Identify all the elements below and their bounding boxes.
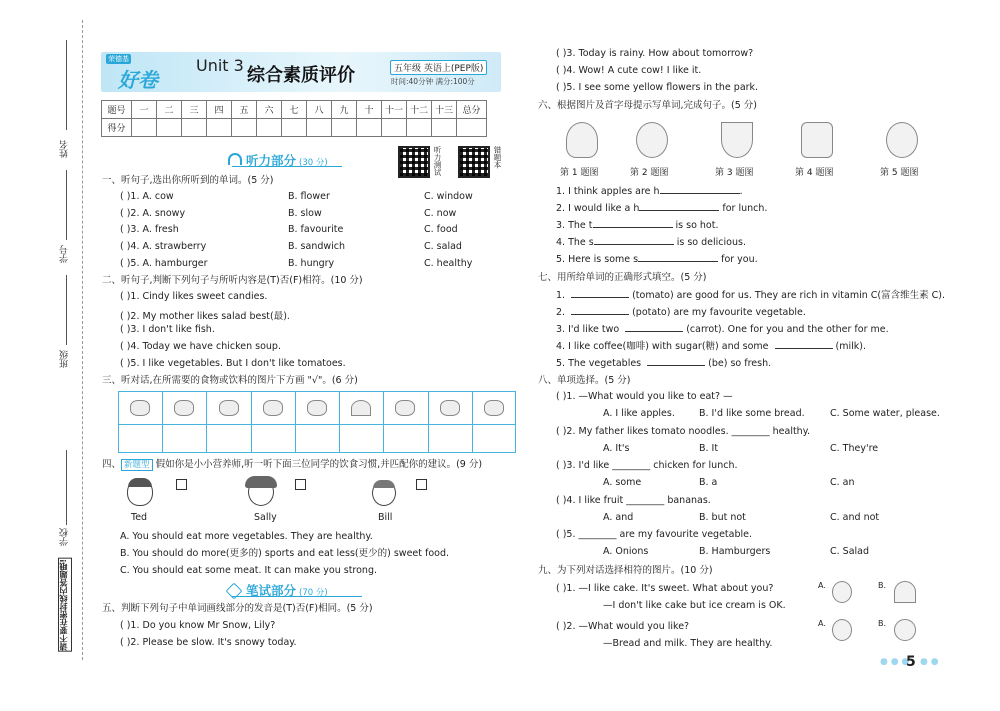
ice-cream-icon bbox=[351, 400, 371, 416]
s6-item bbox=[556, 184, 743, 198]
name-line bbox=[66, 40, 67, 130]
s7-answer-blank[interactable] bbox=[775, 339, 833, 349]
s1-item-c: C. food bbox=[424, 224, 458, 236]
s9-line1: ( )1. —I like cake. It's sweet. What about you? bbox=[556, 583, 774, 594]
score-input-cell[interactable] bbox=[157, 119, 182, 137]
s6-item bbox=[556, 218, 719, 232]
sandwich-picture bbox=[801, 122, 833, 158]
s7-title: 七、用所给单词的正确形式填空。(5 分) bbox=[538, 272, 707, 283]
s6-item bbox=[556, 201, 767, 215]
lollipop-picture[interactable] bbox=[832, 581, 852, 603]
food-cell-divider bbox=[206, 391, 207, 453]
s6-item-pre: 2. I would like a h bbox=[556, 203, 640, 214]
s6-item bbox=[556, 235, 746, 249]
score-header-cell: 十一 bbox=[382, 101, 407, 119]
s8-option-b: B. I'd like some bread. bbox=[699, 408, 805, 419]
school-line bbox=[66, 450, 67, 525]
s1-item-b: B. hungry bbox=[288, 257, 335, 269]
listening-header-score: (30 分) bbox=[299, 158, 328, 168]
s1-item-c: C. now bbox=[424, 207, 457, 219]
ted-hair bbox=[128, 478, 152, 487]
page-number-dots-left: ● ● ● bbox=[880, 657, 910, 667]
s8-option-b: B. a bbox=[699, 477, 718, 488]
s9-label-b: B. bbox=[878, 619, 887, 628]
s7-item-pre: 2. bbox=[556, 307, 566, 318]
bill-hair bbox=[373, 480, 395, 488]
food-check-cell[interactable] bbox=[430, 426, 470, 451]
score-header-cell: 七 bbox=[282, 101, 307, 119]
food-cell-divider bbox=[472, 391, 473, 453]
s9-line2: —I don't like cake but ice cream is OK. bbox=[603, 600, 786, 611]
brand-logo: 好卷 bbox=[118, 68, 158, 92]
score-header-cell: 三 bbox=[182, 101, 207, 119]
s2-title: 二、听句子,判断下列句子与所听内容是(T)否(F)相符。(10 分) bbox=[102, 275, 363, 286]
kid-sally-name: Sally bbox=[254, 512, 277, 523]
chicken-icon bbox=[484, 400, 504, 416]
s7-item bbox=[556, 322, 889, 336]
s5-item: ( )1. Do you know Mr Snow, Lily? bbox=[120, 620, 276, 631]
salad-icon bbox=[440, 400, 460, 416]
s9-title: 九、为下列对话选择相符的图片。(10 分) bbox=[538, 565, 713, 576]
food-cell-divider bbox=[295, 391, 296, 453]
listening-header-underline bbox=[232, 166, 342, 167]
food-check-cell[interactable] bbox=[120, 426, 160, 451]
sally-hair bbox=[245, 476, 277, 488]
food-check-cell[interactable] bbox=[164, 426, 204, 451]
s7-item-post: (milk). bbox=[832, 341, 867, 352]
s6-item-post: for lunch. bbox=[719, 203, 768, 214]
s8-option-a: A. Onions bbox=[603, 546, 649, 557]
s7-item-post: (tomato) are good for us. They are rich in vitamin C(富含维生素 C). bbox=[629, 290, 946, 301]
food-check-cell[interactable] bbox=[474, 426, 514, 451]
s8-question: ( )3. I'd like ________ chicken for lunch. bbox=[556, 460, 738, 471]
s2-item: ( )2. My mother likes salad best(最). bbox=[120, 310, 290, 322]
ted-answer-box[interactable] bbox=[176, 479, 187, 490]
noodles-icon bbox=[395, 400, 415, 416]
s9-label-a: A. bbox=[818, 581, 826, 590]
s6-answer-blank[interactable] bbox=[660, 184, 740, 194]
seal-notice: 请不要在密封线内答题哦! bbox=[58, 558, 72, 652]
s1-item-a: ( )1. A. cow bbox=[120, 191, 174, 202]
s1-item-a: ( )2. A. snowy bbox=[120, 207, 186, 219]
girl-hot-icon bbox=[566, 122, 598, 158]
score-header-cell: 五 bbox=[232, 101, 257, 119]
kid-ted-name: Ted bbox=[131, 512, 148, 523]
s6-answer-blank[interactable] bbox=[638, 252, 718, 262]
s7-item-pre: 5. The vegetables bbox=[556, 358, 642, 369]
s6-answer-blank[interactable] bbox=[593, 218, 673, 228]
s7-item-post: (carrot). One for you and the other for me. bbox=[683, 324, 889, 335]
s4-title: 假如你是小小营养师,听一听下面三位同学的饮食习惯,并匹配你的建议。(9 分) bbox=[155, 459, 483, 470]
score-header-cell: 八 bbox=[307, 101, 332, 119]
s6-pic-label: 第 4 题图 bbox=[795, 168, 834, 178]
s4-option-a: A. You should eat more vegetables. They are healthy. bbox=[120, 531, 373, 542]
score-input-cell[interactable] bbox=[382, 119, 407, 137]
score-header-cell: 二 bbox=[157, 101, 182, 119]
food-row-divider bbox=[118, 424, 516, 425]
s7-item-pre: 1. bbox=[556, 290, 566, 301]
score-input-cell[interactable] bbox=[132, 119, 157, 137]
s6-pic-label: 第 3 题图 bbox=[715, 168, 754, 178]
s7-item bbox=[556, 288, 945, 302]
s6-item-post: is so hot. bbox=[672, 220, 719, 231]
score-header-cell: 十 bbox=[357, 101, 382, 119]
s7-answer-blank[interactable] bbox=[571, 288, 629, 298]
score-header-cell: 总分 bbox=[457, 101, 487, 119]
s2-item: ( )3. I don't like fish. bbox=[120, 324, 215, 336]
s1-item-b: B. sandwich bbox=[288, 241, 346, 253]
s6-title: 六、根据图片及首字母提示写单词,完成句子。(5 分) bbox=[538, 100, 757, 111]
page-number-dots-right: ● ● bbox=[920, 657, 939, 667]
new-type-tag: 新题型 bbox=[121, 459, 153, 471]
egg-plate-picture[interactable] bbox=[894, 619, 916, 641]
written-header-text: 笔试部分 bbox=[246, 583, 297, 598]
s6-pic-label: 第 5 题图 bbox=[880, 168, 919, 178]
s9-label-b: B. bbox=[878, 581, 887, 590]
s7-answer-blank[interactable] bbox=[625, 322, 683, 332]
s7-item-post: (potato) are my favourite vegetable. bbox=[629, 307, 806, 318]
s1-title: 一、听句子,选出你所听到的单词。(5 分) bbox=[102, 175, 274, 186]
bill-answer-box[interactable] bbox=[416, 479, 427, 490]
binding-strip bbox=[58, 20, 88, 660]
s2-item: ( )1. Cindy likes sweet candies. bbox=[120, 291, 268, 302]
pizza-icon bbox=[307, 400, 327, 416]
score-header-cell: 四 bbox=[207, 101, 232, 119]
time-info: 时间:40分钟 满分:100分 bbox=[391, 77, 475, 86]
s8-question: ( )5. ________ are my favourite vegetable. bbox=[556, 529, 752, 540]
s8-option-b: B. It bbox=[699, 442, 719, 454]
s6-answer-blank[interactable] bbox=[639, 201, 719, 211]
class-line bbox=[66, 275, 67, 345]
s9-line1: ( )2. —What would you like? bbox=[556, 621, 690, 632]
s7-item-post: (be) so fresh. bbox=[705, 358, 772, 369]
qr-code-mistakes[interactable] bbox=[458, 146, 490, 178]
score-header-cell: 十三 bbox=[432, 101, 457, 119]
s6-pic-label: 第 1 题图 bbox=[560, 168, 599, 178]
s8-option-b: B. but not bbox=[699, 511, 746, 523]
score-table bbox=[101, 100, 487, 137]
score-input-cell[interactable] bbox=[407, 119, 432, 137]
s6-item-post: for you. bbox=[718, 254, 758, 265]
s8-question: ( )1. —What would you like to eat? — bbox=[556, 391, 733, 402]
food-check-cell[interactable] bbox=[253, 426, 293, 451]
page-number: 5 bbox=[906, 654, 916, 670]
score-header-cell: 六 bbox=[257, 101, 282, 119]
s7-item-pre: 3. I'd like two bbox=[556, 324, 620, 335]
name-label: 姓名 bbox=[60, 140, 70, 158]
food-cell-divider bbox=[383, 391, 384, 453]
binding-dashed-line bbox=[82, 20, 83, 660]
s1-item-c: C. window bbox=[424, 191, 473, 202]
score-input-cell[interactable] bbox=[307, 119, 332, 137]
s8-option-c: C. Salad bbox=[830, 546, 870, 557]
s8-option-c: C. They're bbox=[830, 442, 879, 454]
s1-item-a: ( )4. A. strawberry bbox=[120, 241, 207, 253]
s5-title: 五、判断下列句子中单词画线部分的发音是(T)否(F)相同。(5 分) bbox=[102, 603, 373, 614]
score-input-cell[interactable] bbox=[232, 119, 257, 137]
id-label: 学号 bbox=[60, 245, 70, 263]
s4-option-b: B. You should do more(更多的) sports and eat less(更少的) sweet food. bbox=[120, 548, 450, 559]
s5-item: ( )4. Wow! A cute cow! I like it. bbox=[556, 65, 702, 76]
written-header-score: (70 分) bbox=[299, 588, 328, 598]
sally-answer-box[interactable] bbox=[295, 479, 306, 490]
s1-item-c: C. salad bbox=[424, 241, 462, 253]
s8-option-a: A. some bbox=[603, 477, 642, 488]
food-cell-divider bbox=[339, 391, 340, 453]
kid-bill-name: Bill bbox=[378, 512, 393, 523]
s2-item: ( )5. I like vegetables. But I don't like tomatoes. bbox=[120, 357, 346, 369]
s9-line2: —Bread and milk. They are healthy. bbox=[603, 638, 773, 649]
s8-option-b: B. Hamburgers bbox=[699, 546, 771, 557]
s6-item-pre: 1. I think apples are h bbox=[556, 186, 660, 197]
salad-picture bbox=[886, 122, 918, 158]
tea-cup-picture bbox=[721, 122, 753, 158]
s1-item-b: B. slow bbox=[288, 207, 322, 219]
score-input-cell[interactable] bbox=[282, 119, 307, 137]
hamburger-icon bbox=[174, 400, 194, 416]
s2-item: ( )4. Today we have chicken soup. bbox=[120, 341, 281, 353]
hamburger-picture bbox=[636, 122, 668, 158]
score-input-cell[interactable] bbox=[432, 119, 457, 137]
grade-badge: 五年级 英语上(PEP版) bbox=[390, 60, 487, 75]
s6-item-post: is so delicious. bbox=[673, 237, 746, 248]
food-check-cell[interactable] bbox=[341, 426, 381, 451]
s6-pic-label: 第 2 题图 bbox=[630, 168, 669, 178]
s8-option-a: A. I like apples. bbox=[603, 408, 675, 419]
score-input-cell[interactable] bbox=[257, 119, 282, 137]
score-header-cell: 九 bbox=[332, 101, 357, 119]
s8-question: ( )2. My father likes tomato noodles. ________ healthy. bbox=[556, 425, 810, 437]
class-label: 班级 bbox=[60, 350, 70, 368]
score-input-cell[interactable] bbox=[182, 119, 207, 137]
food-cell-divider bbox=[428, 391, 429, 453]
s1-item-b: B. favourite bbox=[288, 224, 344, 236]
s8-option-c: C. Some water, please. bbox=[830, 408, 940, 419]
score-input-cell[interactable] bbox=[357, 119, 382, 137]
s7-answer-blank[interactable] bbox=[571, 305, 629, 315]
written-header-underline bbox=[232, 596, 362, 597]
id-line bbox=[66, 170, 67, 240]
s1-item-b: B. flower bbox=[288, 191, 330, 202]
s8-option-c: C. an bbox=[830, 477, 855, 488]
score-header-cell: 一 bbox=[132, 101, 157, 119]
school-label: 学校 bbox=[60, 528, 70, 546]
s1-item-a: ( )3. A. fresh bbox=[120, 224, 179, 236]
qr-label-listening: 听力测试 bbox=[433, 146, 442, 176]
food-cell-divider bbox=[251, 391, 252, 453]
s5-item: ( )2. Please be slow. It's snowy today. bbox=[120, 637, 297, 648]
food-cell-divider bbox=[162, 391, 163, 453]
s8-option-a: A. It's bbox=[603, 442, 630, 454]
brand-small: 荣德基 bbox=[108, 55, 129, 63]
soup-icon bbox=[263, 400, 283, 416]
score-table-score-row bbox=[102, 119, 487, 137]
s3-title: 三、听对话,在所需要的食物或饮料的图片下方画 "√"。(6 分) bbox=[102, 375, 358, 386]
s6-item-pre: 3. The t bbox=[556, 220, 593, 231]
s4-option-c: C. You should eat some meat. It can make you strong. bbox=[120, 565, 378, 576]
s7-item-pre: 4. I like coffee(咖啡) with sugar(糖) and some bbox=[556, 341, 769, 352]
s7-item bbox=[556, 339, 866, 353]
score-header-cell: 题号 bbox=[102, 101, 132, 119]
qr-label-mistakes: 错题本 bbox=[493, 146, 502, 169]
food-check-cell[interactable] bbox=[297, 426, 337, 451]
s9-label-a: A. bbox=[818, 619, 826, 628]
s6-item-post: . bbox=[739, 186, 743, 197]
s8-title: 八、单项选择。(5 分) bbox=[538, 375, 631, 386]
score-row-label: 得分 bbox=[102, 119, 132, 137]
s1-item-a: ( )5. A. hamburger bbox=[120, 257, 208, 269]
s4-number: 四、 bbox=[102, 459, 122, 470]
s5-item: ( )5. I see some yellow flowers in the park. bbox=[556, 82, 759, 93]
juice-icon bbox=[130, 400, 150, 416]
s8-option-c: C. and not bbox=[830, 511, 880, 523]
ice-cream-picture[interactable] bbox=[894, 581, 916, 603]
s8-option-a: A. and bbox=[603, 511, 634, 523]
s5-item: ( )3. Today is rainy. How about tomorrow? bbox=[556, 48, 754, 59]
food-check-cell[interactable] bbox=[385, 426, 425, 451]
unit-label: Unit 3 bbox=[196, 56, 244, 75]
score-input-cell[interactable] bbox=[457, 119, 487, 137]
food-check-cell[interactable] bbox=[208, 426, 248, 451]
s7-item bbox=[556, 356, 771, 370]
headphones-icon bbox=[228, 153, 242, 165]
s6-answer-blank[interactable] bbox=[594, 235, 674, 245]
page-title: 综合素质评价 bbox=[247, 65, 355, 86]
qr-code-listening[interactable] bbox=[398, 146, 430, 178]
bread-milk-picture[interactable] bbox=[832, 619, 852, 641]
s6-item-pre: 4. The s bbox=[556, 237, 594, 248]
s8-question: ( )4. I like fruit ________ bananas. bbox=[556, 494, 711, 506]
s4-title-line bbox=[102, 458, 482, 472]
score-input-cell[interactable] bbox=[332, 119, 357, 137]
s7-answer-blank[interactable] bbox=[647, 356, 705, 366]
score-header-cell: 十二 bbox=[407, 101, 432, 119]
s1-item-c: C. healthy bbox=[424, 257, 473, 269]
s6-item bbox=[556, 252, 758, 266]
listening-header-text: 听力部分 bbox=[246, 153, 297, 168]
s6-item-pre: 5. Here is some s bbox=[556, 254, 639, 265]
score-table-header-row bbox=[102, 101, 487, 119]
score-input-cell[interactable] bbox=[207, 119, 232, 137]
fish-icon bbox=[219, 400, 239, 416]
s7-item bbox=[556, 305, 806, 319]
